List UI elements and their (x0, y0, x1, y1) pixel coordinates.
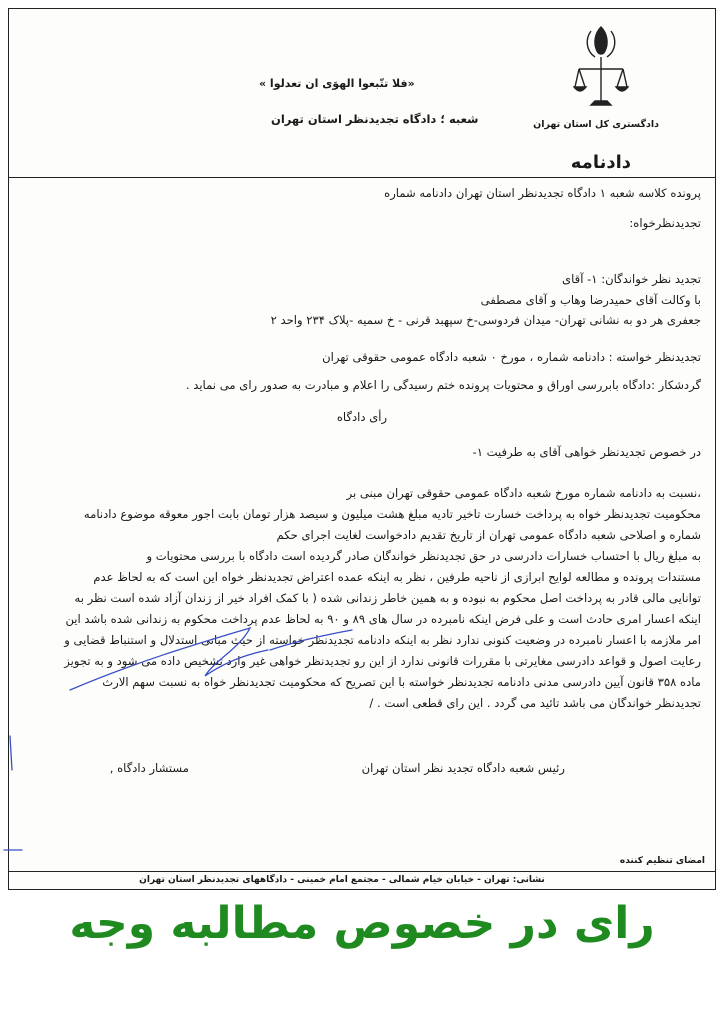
quran-verse: «فلا تتّبعوا الهوَی ان تعدلوا » (259, 77, 415, 90)
footer-divider (9, 871, 715, 872)
case-number-line: پرونده کلاسه شعبه ۱ دادگاه تجدیدنظر استان تهران دادنامه شماره (384, 186, 701, 200)
ruling-line: به مبلغ ریال با احتساب خسارات دادرسی در حق تجدیدنظر خواندگان صادر گردیده است دادگاه با بررسی محتویات و (146, 549, 701, 563)
advisor-signature: مستشار دادگاه , (109, 761, 189, 775)
ruling-line: تجدیدنظر خواندگان می باشد تائید می گردد . این رای قطعی است . / (369, 696, 701, 710)
address-line: جعفری هر دو به نشانی تهران- میدان فردوسی-خ سپهبد قرنی - خ سمیه -پلاک ۲۳۴ واحد ۲ (270, 313, 701, 327)
preparer-signature-label: امضای تنظیم کننده (619, 856, 705, 866)
ruling-line: امر ملازمه با اعسار نامبرده در وضعیت کنونی ندارد نظر به اینکه دادنامه تجدیدنظر خواسته از حیث مبانی استدلال و استنباط قضایی و (64, 633, 701, 647)
ruling-line: محکومیت تجدیدنظر خواه به پرداخت خسارت تاخیر تادیه مبلغ هشت میلیون و سیصد هزار تومان بابت اجور معوقه موضوع دادنامه (83, 507, 701, 521)
appellant-line: تجدیدنظرخواه: (629, 216, 701, 230)
proceedings-line: گردشکار :دادگاه بابررسی اوراق و محتویات پرونده ختم رسیدگی را اعلام و مبادرت به صدور رای می نماید . (185, 378, 701, 392)
caption-banner: رای در خصوص مطالبه وجه (69, 898, 655, 949)
appealed-ruling-line: تجدیدنظر خواسته : دادنامه شماره ، مورخ ۰ شعبه دادگاه عمومی حقوقی تهران (322, 350, 701, 364)
ruling-line: ،نسبت به دادنامه شماره مورخ شعبه دادگاه عمومی حقوقی تهران مبنی بر (346, 486, 701, 500)
organization-name: دادگستری کل استان تهران (533, 119, 659, 130)
ruling-line: در خصوص تجدیدنظر خواهی آقای به طرفیت ۱- (472, 445, 701, 459)
iran-emblem-scales-icon (573, 21, 629, 119)
ruling-line: اینکه اعسار امری حادث است و علی فرض اینکه نامبرده در سال های ۸۹ و ۹۰ به لحاظ عدم پرداخت محکوم به زندانی شده باشد این (65, 612, 701, 626)
court-address: نشانی: تهران - خیابان خیام شمالی - مجتمع امام خمینی - دادگاههای تجدیدنظر استان تهران (139, 875, 545, 885)
ruling-line: شماره و اصلاحی شعبه دادگاه عمومی تهران از تاریخ تقدیم دادخواست لغایت اجرای حکم (276, 528, 701, 542)
president-signature: رئیس شعبه دادگاه تجدید نظر استان تهران (361, 761, 565, 775)
appellees-line: تجدید نظر خواندگان: ۱- آقای (562, 272, 701, 286)
ruling-line: رعایت اصول و قواعد دادرسی مغایرتی با مقررات قانونی ندارد از این رو تجدیدنظر خواهی غیر وارد تشخیص داده می شود و به تجویز (64, 654, 701, 668)
ruling-line: مستندات پرونده و مطالعه لوایح ابرازی از ناحیه طرفین ، نظر به اینکه عمده اعتراض تجدیدنظر خواه این است که به لحاظ عدم (93, 570, 701, 584)
attorneys-line: با وکالت آقای حمیدرضا وهاب و آقای مصطفی (480, 293, 701, 307)
document-page (8, 8, 716, 890)
branch-title: شعبه ؛ دادگاه تجدیدنظر استان تهران (271, 112, 479, 126)
document-title: دادنامه (570, 152, 631, 173)
header-divider (9, 177, 715, 178)
ruling-heading: رأی دادگاه (336, 410, 388, 424)
ruling-line: توانایی مالی قادر به پرداخت اصل محکوم به نبوده و به همین خاطر زندانی شده ( با کمک افراد خیر از زندان آزاد شده است نظر به (74, 591, 701, 605)
ruling-line: ماده ۳۵۸ قانون آیین دادرسی مدنی دادنامه تجدیدنظر خواسته با این تصریح که محکومیت تجدیدنظر خواه به نسبت سهم الارث (102, 675, 701, 689)
